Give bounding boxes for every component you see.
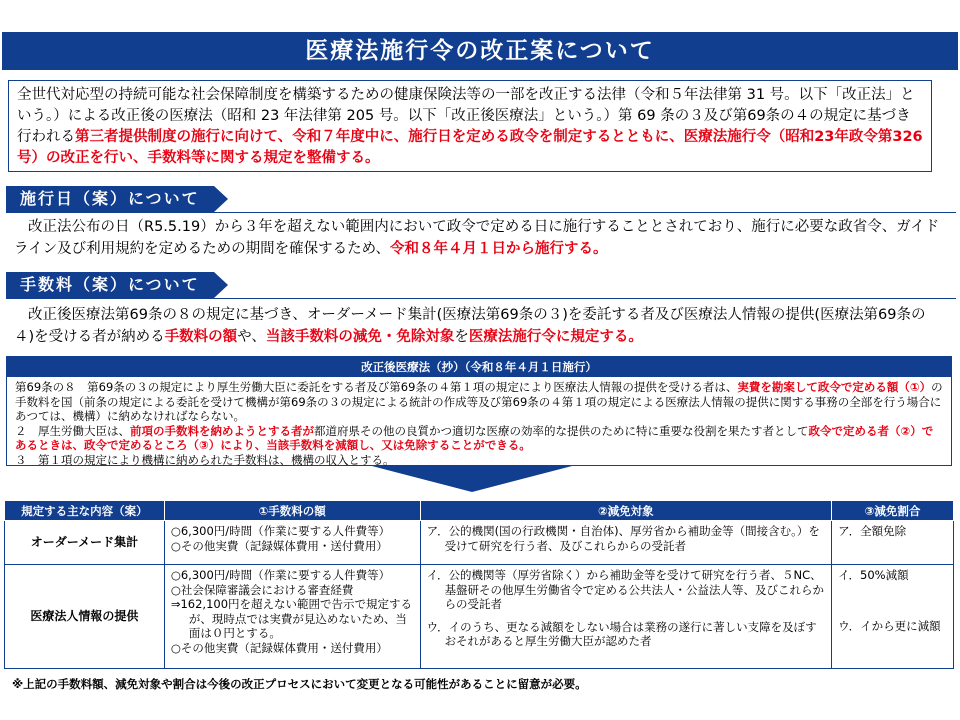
fees-highlight-1: 手数料の額 [164,329,238,345]
law-article-1 [15,380,943,424]
ratio-item: ア．全額免除 [838,524,907,538]
law-article-1-text: 第69条の８ 第69条の３の規定により厚生労働大臣に委託をする者及び第69条の４第１項の規定により医療法人情報の提供を受ける者は、 [15,380,738,394]
fee-item: ⇒162,100円を超えない範囲で告示で規定するが、現時点では実費が見込めないため、当面は０円とする。 [170,597,413,640]
law-excerpt-body [7,377,951,467]
ratio-item: イ．50%減額 [838,568,909,582]
enforcement-date-body: 改正法公布の日（R5.5.19）から３年を超えない範囲内において政令で定める日に施行することとされており、施行に必要な政省令、ガイドライン及び利用規約を定めるための期間を確保するため、 [14,219,940,257]
table-row [5,565,954,669]
fee-item: ○6,300円/時間（作業に要する人件費等） [170,524,391,538]
table-header: 規定する主な内容（案） [5,501,165,521]
law-article-2-text-2: 都道府県その他の良質かつ適切な医療の効率的な提供のために特に重要な役割を果たす者として [314,423,809,438]
fees-text [14,304,944,348]
ratio-item: ウ．イから更に減額 [838,618,941,633]
intro-box [8,80,932,172]
section-heading-enforcement-date: 施行日（案）について [6,186,214,212]
law-article-2 [15,424,943,453]
fee-item: ○6,300円/時間（作業に要する人件費等） [170,568,391,582]
target-cell [420,521,832,565]
row-label: オーダーメード集計 [5,521,165,565]
law-excerpt-header: 改正後医療法（抄）（令和８年４月１日施行） [7,357,951,377]
enforcement-date-text [14,216,944,260]
table-row [5,521,954,565]
target-item: ウ．イのうち、更なる減額をしない場合は業務の遂行に著しい支障を及ぼすおそれがあると厚生労働大臣が認めた者 [426,619,817,648]
section-divider [6,298,956,299]
footnote: ※上記の手数料額、減免対象や割合は今後の改正プロセスにおいて変更となる可能性があることに留意が必要。 [12,677,587,691]
page-title: 医療法施行令の改正案について [2,32,958,70]
fee-item: ○その他実費（記録媒体費用・送付費用） [170,640,388,655]
law-article-1-highlight: 実費を勘案して政令で定める額（①） [737,380,932,394]
ratio-cell [832,521,954,565]
law-article-2-highlight-2: 政令で定める者（②）であるときは、政令で定めるところ（③）により、当該手数料を減額し、又は免除することができる。 [15,423,934,452]
table-header: ②減免対象 [420,501,832,521]
intro-text: 全世代対応型の持続可能な社会保障制度を構築するための健康保険法等の一部を改正する法律（令和５年法律第 31 号。以下「改正法」という。）による改正後の医療法（昭和 23 年法律第 205 号。以下「改正後医療法」という。）第 69 条の３及び第69条の４の規定に基づき行われる [17,87,915,145]
intro-highlight: 第三者提供制度の施行に向けて、令和７年度中に、施行日を定める政令を制定するとともに、医療法施行令（昭和23年政令第326号）の改正を行い、手数料等に関する規定を整備する。 [17,129,923,166]
section-heading-fees: 手数料（案）について [6,272,214,298]
fees-body-1: 改正後医療法第69条の８の規定に基づき、オーダーメード集計(医療法第69条の３)を委託する者及び医療法人情報の提供(医療法第69条の４)を受ける者が納める [14,307,926,345]
fee-item: ○社会保障審議会における審査経費 [170,582,354,597]
table-header: ③減免割合 [832,501,954,521]
fee-cell [164,565,420,669]
law-article-3: ３ 第１項の規定により機構に納められた手数料は、機構の収入とする。 [15,452,395,467]
fee-table [4,500,954,669]
law-excerpt-box [6,356,952,466]
fees-body-3: を [454,329,469,345]
target-item: ア．公的機関(国の行政機関・自治体)、厚労省から補助金等（間接含む。）を受けて研究を行う者、及びこれらからの受託者 [426,524,820,553]
target-item: イ．公的機関等（厚労省除く）から補助金等を受けて研究を行う者、５NC、基盤研その他厚生労働省令で定める公共法人・公益法人等、及びこれらからの受託者 [426,568,825,611]
fees-highlight-2: 当該手数料の減免・免除対象 [265,329,455,345]
down-arrow-icon [372,466,572,492]
law-article-2-text: ２ 厚生労働大臣は、 [15,423,130,438]
law-article-1-text-2: の手数料を国（前条の規定による委託を受けて機構が第69条の３の規定による統計の作成等及び第69条の４第１項の規定による医療法人情報の提供に関する事務の全部を行う場合にあつては、機構）に納めなければならない。 [15,380,943,423]
fees-body-2: や、 [237,329,266,345]
fee-item: ○その他実費（記録媒体費用・送付費用） [170,538,388,553]
table-header: ①手数料の額 [164,501,420,521]
enforcement-date-highlight: 令和８年４月１日から施行する。 [389,241,608,257]
table-header-row [5,501,954,521]
law-article-2-highlight: 前項の手数料を納めようとする者が [130,423,314,438]
ratio-cell [832,565,954,669]
target-cell [420,565,832,669]
row-label: 医療法人情報の提供 [5,565,165,669]
fee-cell [164,521,420,565]
section-divider [6,212,956,213]
fees-highlight-3: 医療法施行令に規定する。 [468,329,643,345]
